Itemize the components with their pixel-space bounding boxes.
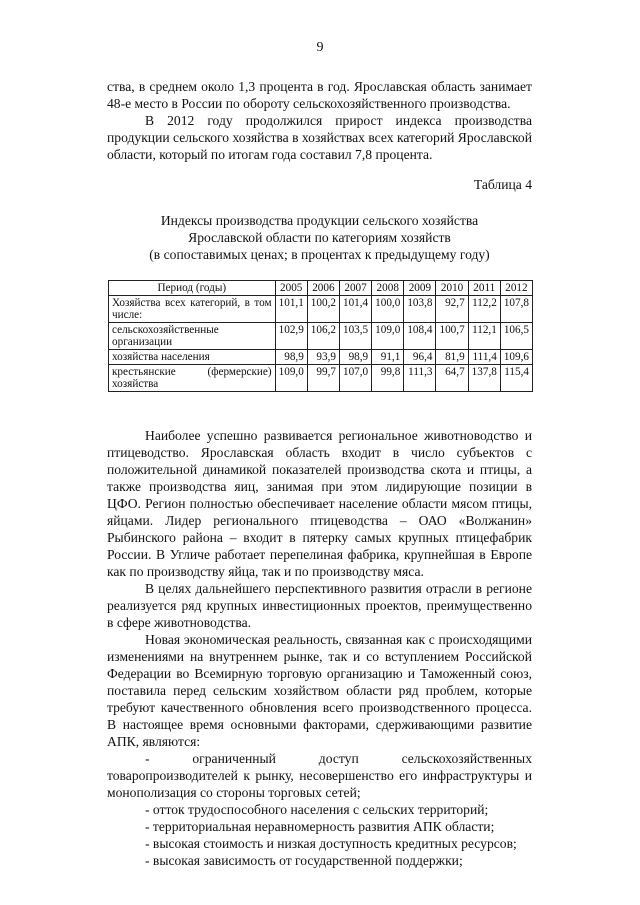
table-cell: 106,2 (307, 323, 339, 350)
body-paragraph-3: Новая экономическая реальность, связанная как с происходящими изменениями на внутреннем рынке, так и со вступлением Российской Федерации во Всемирную торговую организацию и Таможенный союз, поставила перед сельским хозяйством области ряд проблем, которые требуют качественного обновления всего производственного процесса. В настоящее время основными факторами, сдерживающими развитие АПК, являются: (107, 632, 532, 749)
table-cell: 106,5 (500, 323, 532, 350)
table-cell: 103,8 (404, 296, 436, 323)
table-cell: 107,8 (500, 296, 532, 323)
body-paragraph-1: Наиболее успешно развивается региональное животноводство и птицеводство. Ярославская область входит в число субъектов с положительной динамикой показателей производства скота и птицы, а также производства яиц, занимая при этом лидирующие позиции в ЦФО. Регион полностью обеспечивает население области мясом птицы, яйцами. Лидер регионального птицеводства – ОАО «Волжанин» Рыбинского района – входит в пятерку самых крупных птицефабрик России. В Угличе работает перепелиная фабрика, крупнейшая в Европе как по производству яйца, так и по производству мяса. (107, 428, 532, 579)
table-cell: 108,4 (404, 323, 436, 350)
table-cell: 101,1 (275, 296, 307, 323)
production-index-table (108, 280, 533, 392)
table-header-row (109, 281, 533, 296)
table-cell: 103,5 (339, 323, 371, 350)
intro-text (107, 78, 532, 163)
table-cell: 100,2 (307, 296, 339, 323)
table-cell: 92,7 (436, 296, 468, 323)
table-cell: 112,2 (468, 296, 500, 323)
table-cell: 112,1 (468, 323, 500, 350)
header-cell: 2006 (307, 281, 339, 296)
table-cell: 64,7 (436, 365, 468, 392)
table-cell: 91,1 (372, 350, 404, 365)
header-cell: Период (годы) (109, 281, 276, 296)
table-cell: 111,3 (404, 365, 436, 392)
list-item: - территориальная неравномерность развития АПК области; (145, 819, 495, 834)
intro-paragraph-2: В 2012 году продолжился прирост индекса производства продукции сельского хозяйства в хозяйствах всех категорий Ярославской области, который по итогам года составил 7,8 процента. (107, 113, 532, 162)
table-title (107, 212, 532, 263)
header-cell: 2009 (404, 281, 436, 296)
table-caption: Таблица 4 (473, 177, 532, 192)
header-cell: 2012 (500, 281, 532, 296)
list-item: - высокая зависимость от государственной поддержки; (145, 853, 463, 868)
table-cell: 109,6 (500, 350, 532, 365)
table-cell: 115,4 (500, 365, 532, 392)
header-cell: 2007 (339, 281, 371, 296)
table-cell: 98,9 (275, 350, 307, 365)
table-row (109, 365, 533, 392)
header-cell: 2010 (436, 281, 468, 296)
table-cell: 99,7 (307, 365, 339, 392)
body-paragraph-2: В целях дальнейшего перспективного развития отрасли в регионе реализуется ряд крупных инвестиционных проектов, преимущественно в сфере животноводства. (107, 581, 532, 630)
table-cell: 81,9 (436, 350, 468, 365)
header-cell: 2008 (372, 281, 404, 296)
table-row (109, 350, 533, 365)
row-label: крестьянские (фермерские) хозяйства (109, 365, 276, 392)
body-text (107, 427, 532, 869)
header-cell: 2011 (468, 281, 500, 296)
list-item: - ограниченный доступ сельскохозяйственных товаропроизводителей к рынку, несовершенство его инфраструктуры и монополизация со стороны торговых сетей; (107, 751, 532, 800)
table-cell: 100,0 (372, 296, 404, 323)
row-label: Хозяйства всех категорий, в том числе: (109, 296, 276, 323)
list-item: - высокая стоимость и низкая доступность кредитных ресурсов; (145, 836, 517, 851)
table-title-line-1: Индексы производства продукции сельского хозяйства (160, 213, 479, 228)
row-label: хозяйства населения (109, 350, 276, 365)
table-cell: 96,4 (404, 350, 436, 365)
table-cell: 111,4 (468, 350, 500, 365)
table-cell: 99,8 (372, 365, 404, 392)
table-cell: 102,9 (275, 323, 307, 350)
table-cell: 101,4 (339, 296, 371, 323)
table-cell: 137,8 (468, 365, 500, 392)
table-title-line-3: (в сопоставимых ценах; в процентах к предыдущему году) (149, 247, 490, 262)
table-row (109, 296, 533, 323)
list-item: - отток трудоспособного населения с сельских территорий; (145, 802, 489, 817)
table-cell: 98,9 (339, 350, 371, 365)
table-title-line-2: Ярославской области по категориям хозяйств (188, 230, 451, 245)
table-cell: 109,0 (275, 365, 307, 392)
table-cell: 109,0 (372, 323, 404, 350)
table-cell: 100,7 (436, 323, 468, 350)
header-cell: 2005 (275, 281, 307, 296)
page-number: 9 (316, 40, 324, 55)
table-cell: 93,9 (307, 350, 339, 365)
table-cell: 107,0 (339, 365, 371, 392)
intro-paragraph-1: ства, в среднем около 1,3 процента в год. Ярославская область занимает 48-е место в России по обороту сельскохозяйственного производства. (107, 79, 532, 111)
row-label: сельскохозяйственные организации (109, 323, 276, 350)
table-row (109, 323, 533, 350)
